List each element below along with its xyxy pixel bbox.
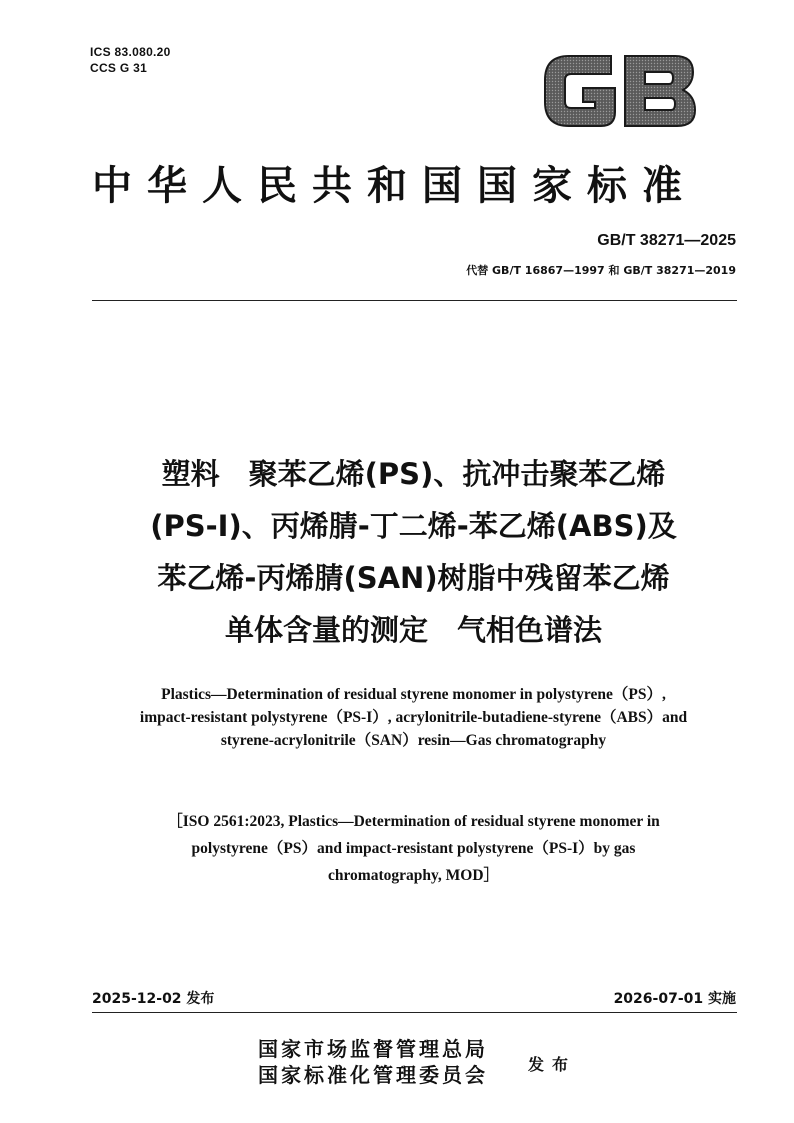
replaces-note: 代替 GB/T 16867—1997 和 GB/T 38271—2019: [466, 264, 736, 277]
ics-code: ICS 83.080.20: [90, 45, 171, 59]
header-divider: [92, 300, 737, 301]
chinese-title-line: 苯乙烯-丙烯腈(SAN)树脂中残留苯乙烯: [157, 561, 670, 595]
english-title-line: impact-resistant polystyrene（PS-I）, acrylonitrile-butadiene-styrene（ABS）and: [139, 709, 688, 726]
issuing-authority-title: 中华人民共和国国家标准: [92, 162, 697, 209]
chinese-title-line: (PS-I)、丙烯腈-丁二烯-苯乙烯(ABS)及: [150, 509, 677, 543]
implementation-date: 2026-07-01 实施: [613, 991, 736, 1007]
chinese-title-line: 塑料 聚苯乙烯(PS)、抗冲击聚苯乙烯: [161, 457, 666, 491]
iso-reference-line: polystyrene（PS）and impact-resistant polystyrene（PS-I）by gas: [191, 840, 636, 857]
publish-date: 2025-12-02 发布: [92, 991, 215, 1007]
english-title-line: styrene-acrylonitrile（SAN）resin—Gas chromatography: [220, 732, 607, 749]
chinese-title: [86, 448, 741, 656]
classification-codes: [90, 44, 171, 76]
iso-reference: [86, 808, 741, 889]
chinese-title-line: 单体含量的测定 气相色谱法: [224, 613, 602, 647]
iso-reference-line: ［ISO 2561:2023, Plastics—Determination of residual styrene monomer in: [167, 813, 660, 830]
issuing-bodies: [258, 1036, 488, 1088]
gb-logo: [539, 50, 699, 132]
gb-logo-text: GB: [539, 50, 541, 51]
issuer-sac: 国家标准化管理委员会: [258, 1063, 488, 1087]
standard-number: GB/T 38271—2025: [597, 232, 736, 249]
english-title-line: Plastics—Determination of residual styrene monomer in polystyrene（PS）,: [161, 686, 666, 703]
english-title: [86, 683, 741, 752]
issuer-samr: 国家市场监督管理总局: [258, 1037, 488, 1061]
footer-divider: [92, 1012, 737, 1013]
ccs-code: CCS G 31: [90, 61, 148, 75]
iso-reference-line: chromatography, MOD］: [327, 867, 500, 884]
issue-label: 发布: [528, 1055, 577, 1074]
